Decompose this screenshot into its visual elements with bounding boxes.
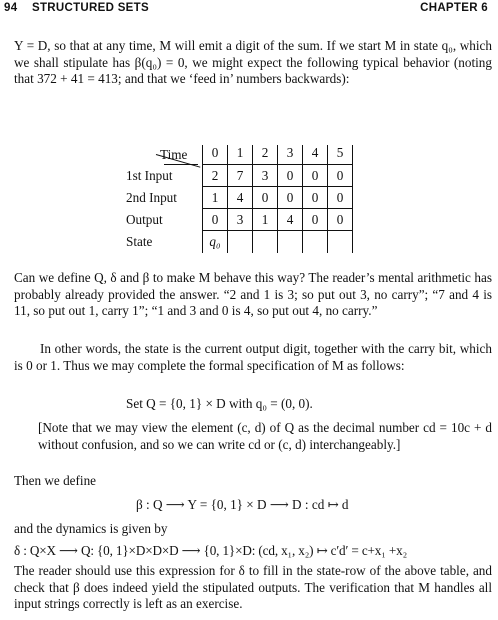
time-header: 3 <box>286 145 294 160</box>
table-rule <box>327 145 328 253</box>
page-header <box>4 0 488 18</box>
paragraph-intro: Y = D, so that at any time, M will emit a digit of the sum. If we start M in state q₀, which we shall stipulate has β(q₀) = 0, we might expect the following typical behavior (noting that 372 + 41 = 413; and that we ‘feed in’ numbers backwards): <box>14 38 492 87</box>
table-cell: 0 <box>336 190 344 205</box>
row-label-state: State <box>126 234 153 249</box>
row-label-output: Output <box>126 212 163 227</box>
time-header: 2 <box>261 145 269 160</box>
table-cell: 0 <box>336 168 344 183</box>
table-cell: 0 <box>286 168 294 183</box>
table-cell: 4 <box>286 212 294 227</box>
page-number: 94 <box>4 2 18 14</box>
table-cell: 0 <box>261 190 269 205</box>
time-header: 4 <box>311 145 319 160</box>
table-rule <box>302 145 303 253</box>
time-header: 1 <box>236 145 244 160</box>
beta-definition: β : Q ⟶ Y = {0, 1} × D ⟶ D : cd ↦ d <box>136 497 349 512</box>
table-cell: q₀ <box>209 234 221 249</box>
delta-definition: δ : Q×X ⟶ Q: {0, 1}×D×D×D ⟶ {0, 1}×D: (cd, x₁, x₂) ↦ c′d′ = c+x₁ +x₂ <box>14 543 408 558</box>
row-label-2nd-input: 2nd Input <box>126 190 177 205</box>
dynamics-intro: and the dynamics is given by <box>14 521 168 536</box>
table-cell: 7 <box>236 168 244 183</box>
chapter-label: CHAPTER 6 <box>420 2 488 14</box>
table-cell: 1 <box>211 190 219 205</box>
table-cell: 0 <box>311 212 319 227</box>
table-rule <box>277 145 278 253</box>
table-cell: 0 <box>311 190 319 205</box>
time-header: 5 <box>336 145 344 160</box>
paragraph-question: Can we define Q, δ and β to make M behave this way? The reader’s mental arithmetic has probably already provided the answer. “2 and 1 is 3; so put out 3, no carry”; “7 and 4 is 11, so put out 1, carry 1”; “1 and 3 and 0 is 4, so put out 4, no carry.” <box>14 270 492 319</box>
table-cell: 3 <box>261 168 269 183</box>
table-cell: 0 <box>311 168 319 183</box>
table-corner-label: Time <box>160 147 188 162</box>
table-cell: 4 <box>236 190 244 205</box>
paragraph-exercise: The reader should use this expression for δ to fill in the state-row of the above table, and check that β does indeed yield the stipulated outputs. The verification that M handles all input strings correctly is left as an exercise. <box>14 563 492 612</box>
paragraph-state-explanation: In other words, the state is the current output digit, together with the carry bit, which is 0 or 1. Thus we may complete the formal specification of M as follows: <box>14 341 492 373</box>
table-cell: 0 <box>211 212 219 227</box>
table-cell: 0 <box>336 212 344 227</box>
behavior-table <box>126 145 358 253</box>
table-rule <box>352 145 353 253</box>
time-header: 0 <box>211 145 219 160</box>
section-title: STRUCTURED SETS <box>32 2 149 14</box>
set-definition: Set Q = {0, 1} × D with q₀ = (0, 0). <box>126 396 313 411</box>
table-cell: 3 <box>236 212 244 227</box>
then-line: Then we define <box>14 473 97 488</box>
table-rule <box>202 186 352 187</box>
note-paragraph: [Note that we may view the element (c, d) of Q as the decimal number cd = 10c + d without confusion, and so we can write cd or (c, d) interchangeably.] <box>38 420 492 452</box>
table-rule <box>202 230 352 231</box>
table-cell: 0 <box>286 190 294 205</box>
table-cell: 1 <box>261 212 269 227</box>
table-rule <box>202 145 203 253</box>
table-rule <box>227 145 228 253</box>
table-rule <box>252 145 253 253</box>
table-rule <box>202 208 352 209</box>
table-cell: 2 <box>211 168 219 183</box>
table-rule <box>202 164 352 165</box>
row-label-1st-input: 1st Input <box>126 168 173 183</box>
